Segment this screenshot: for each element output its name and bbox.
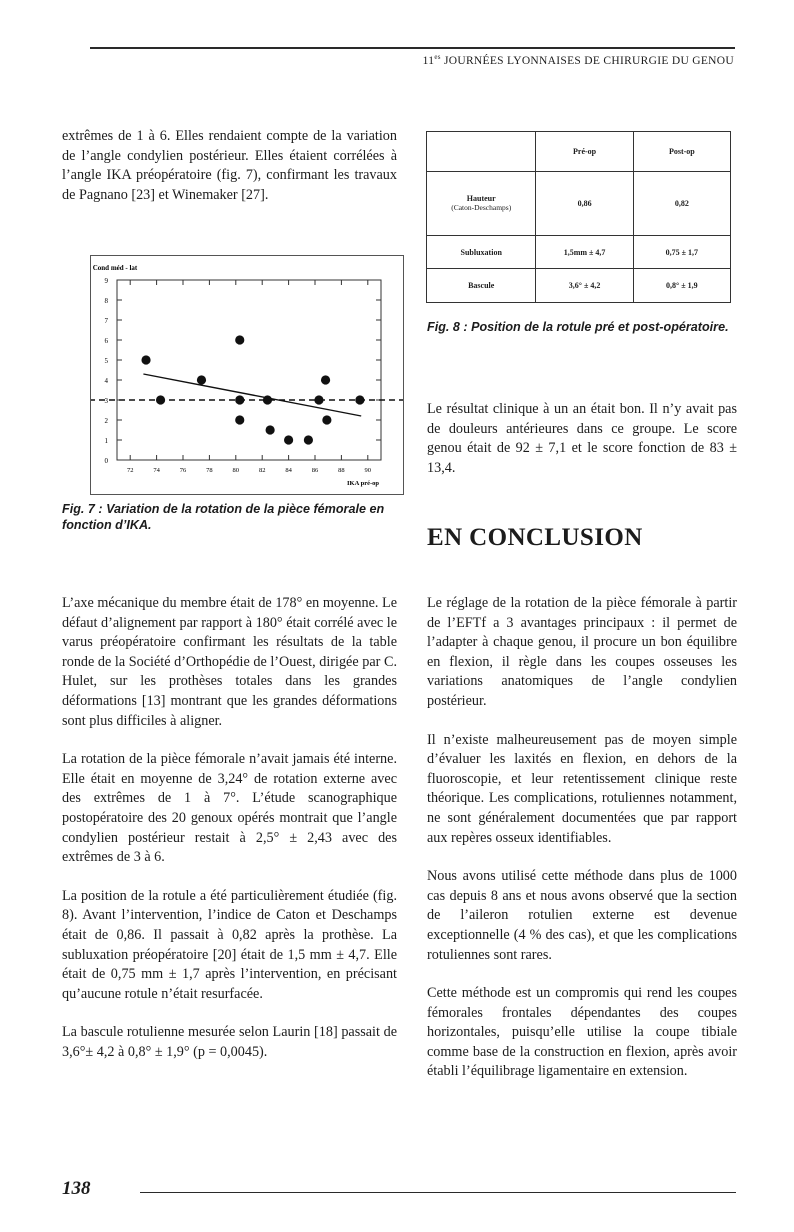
header-title: JOURNÉES LYONNAISES DE CHIRURGIE DU GENOU (440, 54, 734, 67)
header-ordinal: 11 (422, 54, 435, 67)
data-point (266, 425, 275, 434)
data-point (322, 415, 331, 424)
left-column-main (62, 594, 397, 1062)
plot-frame (117, 280, 381, 460)
table-cell: 0,86 (536, 172, 633, 236)
x-tick-label: 84 (285, 467, 292, 474)
y-tick-label: 9 (104, 277, 108, 285)
row-label: Subluxation (427, 235, 536, 269)
x-tick-label: 72 (126, 467, 134, 474)
data-point (141, 355, 150, 364)
y-tick-label: 8 (104, 297, 108, 305)
table-header-row (427, 132, 731, 172)
data-point (156, 395, 165, 404)
x-tick-label: 86 (311, 467, 319, 474)
data-point (355, 395, 364, 404)
paragraph: La bascule rotulienne mesurée selon Laurin [18] passait de 3,6°± 4,2 à 0,8° ± 1,9° (p = 0,0045). (62, 1024, 397, 1060)
paragraph: La rotation de la pièce fémorale n’avait jamais été interne. Elle était en moyenne de 3,24° de rotation externe avec des extrêmes de 1 à 7°. L’étude scanographique postopératoire des 20 genoux opérés montrait que l’angle condylien postérieur restait à 2,5° ± 2,43 avec des extrêmes de 3 à 6. (62, 751, 397, 866)
scatter-plot (91, 256, 403, 494)
table-cell: 0,75 ± 1,7 (633, 235, 730, 269)
row-label: Bascule (427, 269, 536, 303)
left-column-top (62, 127, 397, 205)
data-point (314, 395, 323, 404)
figure-7-chart (90, 255, 404, 495)
y-tick-label: 3 (104, 397, 108, 405)
y-axis-label: Cond méd - lat (92, 264, 138, 272)
data-point (284, 435, 293, 444)
data-point (304, 435, 313, 444)
table-header-cell (427, 132, 536, 172)
table-header-cell: Pré-op (536, 132, 633, 172)
paragraph: Cette méthode est un compromis qui rend les coupes fémorales frontales dépendantes des coupes horizontales, puisqu’elle utilise la coupe tibiale comme base de la construction en flexion, après avoir établi l’équilibrage ligamentaire en extension. (427, 985, 737, 1080)
data-point (197, 375, 206, 384)
table-row (427, 172, 731, 236)
y-tick-label: 6 (104, 337, 108, 345)
paragraph: Il n’existe malheureusement pas de moyen simple d’évaluer les laxités en flexion, en dehors de la fluoroscopie, et leur retentissement clinique reste théorique. Les complications, rotuliennes notamment, ne sont généralement documentées que par rapport aux repères osseux identifiables. (427, 731, 737, 846)
paragraph: L’axe mécanique du membre était de 178° en moyenne. Le défaut d’alignement par rapport à 180° était corrélé avec le varus préopératoire confirmant les résultats de la table ronde de la Société d’Orthopédie de l’Ouest, dirigée par C. Hulet, sur les prothèses totales dans les grandes déformations [13] montrant que les grandes déformations sont plus difficiles à aligner. (62, 595, 397, 729)
footer-rule (140, 1192, 736, 1193)
paragraph: Le réglage de la rotation de la pièce fémorale à partir de l’EFTf a 3 avantages principaux : il permet de l’adapter à chaque genou, il procure un bon équilibre en flexion, il règle dans les coupes osseuses les variations anatomiques de l’angle condylien postérieur. (427, 595, 737, 709)
data-point (235, 395, 244, 404)
paragraph: Nous avons utilisé cette méthode dans plus de 1000 cas depuis 8 ans et nous avons observé que la section de l’aileron rotulien externe est devenue exceptionnelle (4 % des cas), et que les complications rotuliennes sont rares. (427, 868, 737, 963)
y-tick-label: 5 (104, 357, 108, 365)
x-tick-label: 74 (153, 467, 160, 474)
data-point (321, 375, 330, 384)
table-cell: 3,6° ± 4,2 (536, 269, 633, 303)
row-sublabel: (Caton-Deschamps) (451, 203, 512, 213)
x-tick-label: 76 (179, 467, 187, 474)
x-tick-label: 78 (206, 467, 213, 474)
paragraph: Le résultat clinique à un an était bon. Il n’y avait pas de douleurs antérieures dans ce groupe. Le score genou était de 92 ± 7,1 et le score fonction de 83 ± 13,4. (427, 401, 737, 476)
x-tick-label: 88 (338, 467, 345, 474)
y-tick-label: 2 (104, 417, 108, 425)
header-ordinal-suffix: es (434, 53, 441, 61)
right-column-main (427, 594, 737, 1082)
row-label-cell (427, 172, 536, 236)
data-point (235, 335, 244, 344)
right-column-top (427, 400, 737, 478)
row-label: Hauteur (466, 194, 496, 204)
running-header (423, 53, 734, 67)
table-row (427, 235, 731, 269)
data-point (263, 395, 272, 404)
data-point (235, 415, 244, 424)
x-tick-label: 80 (232, 467, 240, 474)
section-title: EN CONCLUSION (427, 524, 643, 551)
figure-7-caption: Fig. 7 : Variation de la rotation de la pièce fémorale en fonction d’IKA. (62, 502, 385, 532)
table-row (427, 269, 731, 303)
paragraph: extrêmes de 1 à 6. Elles rendaient compte de la variation de l’angle condylien postérieur. Elles étaient corrélées à l’angle IKA préopératoire (fig. 7), confirmant les travaux de Pagnano [23] et Winemaker [27]. (62, 128, 397, 203)
x-axis-label: IKA pré-op (347, 480, 379, 487)
header-rule (90, 47, 735, 49)
figure-8-table (426, 131, 731, 303)
table-cell: 0,82 (633, 172, 730, 236)
table-cell: 0,8° ± 1,9 (633, 269, 730, 303)
paragraph: La position de la rotule a été particulièrement étudiée (fig. 8). Avant l’intervention, l’indice de Caton et Deschamps était de 0,86. Il passait à 0,82 après la prothèse. La subluxation préopératoire [20] était de 1,5 mm ± 4,7. Elle était de 0,75 mm ± 1,7 après l’intervention, en précisant qu’aucune rotule n’était resurfacée. (62, 887, 397, 1002)
figure-8-caption: Fig. 8 : Position de la rotule pré et post-opératoire. (427, 320, 729, 334)
page-number: 138 (62, 1178, 91, 1199)
y-tick-label: 7 (104, 317, 108, 325)
x-tick-label: 82 (258, 467, 266, 474)
x-tick-label: 90 (364, 467, 372, 474)
table-header-cell: Post-op (633, 132, 730, 172)
table-cell: 1,5mm ± 4,7 (536, 235, 633, 269)
y-tick-label: 4 (104, 377, 108, 385)
y-tick-label: 0 (104, 457, 108, 465)
y-tick-label: 1 (104, 437, 108, 445)
